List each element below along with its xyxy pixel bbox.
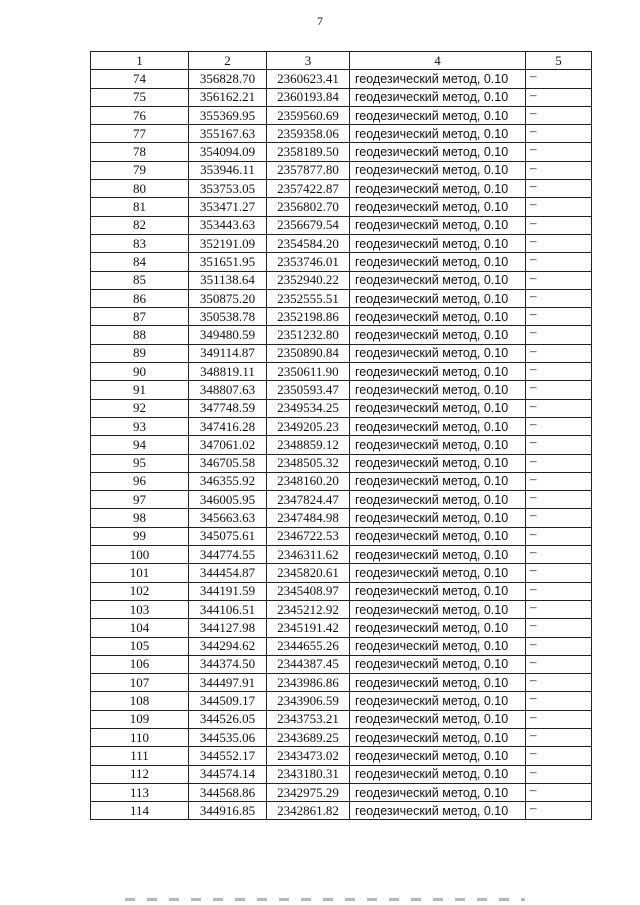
table-row [91,454,592,472]
point-number-cell: 93 [91,417,189,435]
table-row [91,70,592,88]
method-cell: геодезический метод, 0.10 [350,783,526,801]
description-cell: – [526,436,592,454]
description-cell: – [526,198,592,216]
y-coordinate-cell: 2343689.25 [267,728,350,746]
method-cell: геодезический метод, 0.10 [350,125,526,143]
y-coordinate-cell: 2352198.86 [267,308,350,326]
y-coordinate-cell: 2350611.90 [267,363,350,381]
y-coordinate-cell: 2352555.51 [267,289,350,307]
y-coordinate-cell: 2345408.97 [267,582,350,600]
x-coordinate-cell: 348807.63 [189,381,267,399]
x-coordinate-cell: 348819.11 [189,363,267,381]
description-cell: – [526,253,592,271]
x-coordinate-cell: 344294.62 [189,637,267,655]
point-number-cell: 84 [91,253,189,271]
x-coordinate-cell: 349480.59 [189,326,267,344]
x-coordinate-cell: 344535.06 [189,728,267,746]
method-cell: геодезический метод, 0.10 [350,234,526,252]
description-cell: – [526,674,592,692]
column-header-point-number: 1 [91,52,189,70]
point-number-cell: 107 [91,674,189,692]
coordinates-table [90,51,592,820]
description-cell: – [526,381,592,399]
x-coordinate-cell: 356828.70 [189,70,267,88]
description-cell: – [526,582,592,600]
description-cell: – [526,161,592,179]
scan-artifact-footer [125,898,525,901]
table-row [91,289,592,307]
y-coordinate-cell: 2350890.84 [267,344,350,362]
description-cell: – [526,655,592,673]
method-cell: геодезический метод, 0.10 [350,253,526,271]
method-cell: геодезический метод, 0.10 [350,728,526,746]
point-number-cell: 81 [91,198,189,216]
y-coordinate-cell: 2345191.42 [267,619,350,637]
table-row [91,161,592,179]
description-cell: – [526,692,592,710]
method-cell: геодезический метод, 0.10 [350,674,526,692]
description-cell: – [526,765,592,783]
method-cell: геодезический метод, 0.10 [350,509,526,527]
method-cell: геодезический метод, 0.10 [350,308,526,326]
table-row [91,674,592,692]
table-row [91,728,592,746]
method-cell: геодезический метод, 0.10 [350,527,526,545]
column-header-description: 5 [526,52,592,70]
column-header-y: 3 [267,52,350,70]
y-coordinate-cell: 2358189.50 [267,143,350,161]
table-row [91,546,592,564]
y-coordinate-cell: 2343753.21 [267,710,350,728]
table-row [91,655,592,673]
method-cell: геодезический метод, 0.10 [350,289,526,307]
y-coordinate-cell: 2356679.54 [267,216,350,234]
method-cell: геодезический метод, 0.10 [350,70,526,88]
method-cell: геодезический метод, 0.10 [350,216,526,234]
point-number-cell: 97 [91,491,189,509]
x-coordinate-cell: 346355.92 [189,472,267,490]
description-cell: – [526,600,592,618]
point-number-cell: 77 [91,125,189,143]
description-cell: – [526,546,592,564]
table-row [91,88,592,106]
point-number-cell: 99 [91,527,189,545]
page-number: 7 [317,14,323,28]
method-cell: геодезический метод, 0.10 [350,710,526,728]
x-coordinate-cell: 347061.02 [189,436,267,454]
table-row [91,747,592,765]
table-row [91,600,592,618]
method-cell: геодезический метод, 0.10 [350,491,526,509]
table-row [91,509,592,527]
x-coordinate-cell: 350538.78 [189,308,267,326]
header-row [91,52,592,70]
point-number-cell: 90 [91,363,189,381]
y-coordinate-cell: 2343986.86 [267,674,350,692]
x-coordinate-cell: 344774.55 [189,546,267,564]
x-coordinate-cell: 355369.95 [189,106,267,124]
x-coordinate-cell: 344509.17 [189,692,267,710]
y-coordinate-cell: 2354584.20 [267,234,350,252]
table-row [91,619,592,637]
point-number-cell: 108 [91,692,189,710]
y-coordinate-cell: 2347824.47 [267,491,350,509]
y-coordinate-cell: 2343180.31 [267,765,350,783]
point-number-cell: 83 [91,234,189,252]
table-row [91,692,592,710]
y-coordinate-cell: 2350593.47 [267,381,350,399]
y-coordinate-cell: 2344387.45 [267,655,350,673]
point-number-cell: 106 [91,655,189,673]
point-number-cell: 86 [91,289,189,307]
table-row [91,417,592,435]
point-number-cell: 113 [91,783,189,801]
y-coordinate-cell: 2360193.84 [267,88,350,106]
y-coordinate-cell: 2359358.06 [267,125,350,143]
method-cell: геодезический метод, 0.10 [350,802,526,820]
description-cell: – [526,399,592,417]
y-coordinate-cell: 2346722.53 [267,527,350,545]
y-coordinate-cell: 2353746.01 [267,253,350,271]
method-cell: геодезический метод, 0.10 [350,88,526,106]
y-coordinate-cell: 2343473.02 [267,747,350,765]
point-number-cell: 78 [91,143,189,161]
point-number-cell: 75 [91,88,189,106]
description-cell: – [526,491,592,509]
method-cell: геодезический метод, 0.10 [350,619,526,637]
y-coordinate-cell: 2345212.92 [267,600,350,618]
x-coordinate-cell: 353443.63 [189,216,267,234]
x-coordinate-cell: 344127.98 [189,619,267,637]
point-number-cell: 98 [91,509,189,527]
description-cell: – [526,472,592,490]
description-cell: – [526,143,592,161]
method-cell: геодезический метод, 0.10 [350,161,526,179]
x-coordinate-cell: 356162.21 [189,88,267,106]
table-row [91,783,592,801]
point-number-cell: 94 [91,436,189,454]
x-coordinate-cell: 344374.50 [189,655,267,673]
x-coordinate-cell: 344916.85 [189,802,267,820]
description-cell: – [526,234,592,252]
y-coordinate-cell: 2359560.69 [267,106,350,124]
method-cell: геодезический метод, 0.10 [350,363,526,381]
point-number-cell: 76 [91,106,189,124]
table-row [91,326,592,344]
table-row [91,564,592,582]
y-coordinate-cell: 2352940.22 [267,271,350,289]
y-coordinate-cell: 2348160.20 [267,472,350,490]
y-coordinate-cell: 2342975.29 [267,783,350,801]
table-row [91,637,592,655]
x-coordinate-cell: 344106.51 [189,600,267,618]
description-cell: – [526,454,592,472]
x-coordinate-cell: 353946.11 [189,161,267,179]
description-cell: – [526,783,592,801]
method-cell: геодезический метод, 0.10 [350,600,526,618]
method-cell: геодезический метод, 0.10 [350,472,526,490]
method-cell: геодезический метод, 0.10 [350,582,526,600]
y-coordinate-cell: 2356802.70 [267,198,350,216]
point-number-cell: 111 [91,747,189,765]
y-coordinate-cell: 2349205.23 [267,417,350,435]
table-row [91,399,592,417]
method-cell: геодезический метод, 0.10 [350,637,526,655]
point-number-cell: 80 [91,180,189,198]
method-cell: геодезический метод, 0.10 [350,381,526,399]
method-cell: геодезический метод, 0.10 [350,399,526,417]
table-row [91,436,592,454]
description-cell: – [526,564,592,582]
method-cell: геодезический метод, 0.10 [350,344,526,362]
point-number-cell: 110 [91,728,189,746]
description-cell: – [526,637,592,655]
x-coordinate-cell: 345075.61 [189,527,267,545]
point-number-cell: 82 [91,216,189,234]
description-cell: – [526,509,592,527]
description-cell: – [526,180,592,198]
table-row [91,234,592,252]
y-coordinate-cell: 2348505.32 [267,454,350,472]
x-coordinate-cell: 347748.59 [189,399,267,417]
description-cell: – [526,326,592,344]
table-row [91,491,592,509]
description-cell: – [526,728,592,746]
point-number-cell: 85 [91,271,189,289]
table-row [91,180,592,198]
method-cell: геодезический метод, 0.10 [350,326,526,344]
point-number-cell: 91 [91,381,189,399]
description-cell: – [526,88,592,106]
method-cell: геодезический метод, 0.10 [350,692,526,710]
x-coordinate-cell: 352191.09 [189,234,267,252]
method-cell: геодезический метод, 0.10 [350,198,526,216]
point-number-cell: 89 [91,344,189,362]
table-header [91,52,592,70]
point-number-cell: 88 [91,326,189,344]
table-row [91,472,592,490]
method-cell: геодезический метод, 0.10 [350,143,526,161]
x-coordinate-cell: 345663.63 [189,509,267,527]
x-coordinate-cell: 346005.95 [189,491,267,509]
point-number-cell: 114 [91,802,189,820]
description-cell: – [526,271,592,289]
table-row [91,802,592,820]
table-row [91,344,592,362]
y-coordinate-cell: 2343906.59 [267,692,350,710]
x-coordinate-cell: 344454.87 [189,564,267,582]
method-cell: геодезический метод, 0.10 [350,655,526,673]
method-cell: геодезический метод, 0.10 [350,106,526,124]
description-cell: – [526,619,592,637]
description-cell: – [526,363,592,381]
x-coordinate-cell: 344568.86 [189,783,267,801]
table-row [91,363,592,381]
x-coordinate-cell: 350875.20 [189,289,267,307]
y-coordinate-cell: 2344655.26 [267,637,350,655]
y-coordinate-cell: 2345820.61 [267,564,350,582]
method-cell: геодезический метод, 0.10 [350,765,526,783]
description-cell: – [526,106,592,124]
description-cell: – [526,308,592,326]
x-coordinate-cell: 344552.17 [189,747,267,765]
table-body [91,70,592,820]
x-coordinate-cell: 354094.09 [189,143,267,161]
column-header-x: 2 [189,52,267,70]
method-cell: геодезический метод, 0.10 [350,271,526,289]
point-number-cell: 74 [91,70,189,88]
table-row [91,143,592,161]
point-number-cell: 103 [91,600,189,618]
method-cell: геодезический метод, 0.10 [350,454,526,472]
x-coordinate-cell: 344526.05 [189,710,267,728]
x-coordinate-cell: 355167.63 [189,125,267,143]
x-coordinate-cell: 344497.91 [189,674,267,692]
table-row [91,582,592,600]
column-header-method: 4 [350,52,526,70]
y-coordinate-cell: 2357422.87 [267,180,350,198]
x-coordinate-cell: 344574.14 [189,765,267,783]
point-number-cell: 105 [91,637,189,655]
table-row [91,253,592,271]
description-cell: – [526,344,592,362]
point-number-cell: 102 [91,582,189,600]
description-cell: – [526,527,592,545]
method-cell: геодезический метод, 0.10 [350,546,526,564]
point-number-cell: 112 [91,765,189,783]
description-cell: – [526,802,592,820]
table-row [91,125,592,143]
y-coordinate-cell: 2348859.12 [267,436,350,454]
x-coordinate-cell: 351138.64 [189,271,267,289]
x-coordinate-cell: 344191.59 [189,582,267,600]
point-number-cell: 100 [91,546,189,564]
point-number-cell: 104 [91,619,189,637]
method-cell: геодезический метод, 0.10 [350,747,526,765]
x-coordinate-cell: 347416.28 [189,417,267,435]
x-coordinate-cell: 353753.05 [189,180,267,198]
description-cell: – [526,289,592,307]
table-row [91,271,592,289]
description-cell: – [526,417,592,435]
method-cell: геодезический метод, 0.10 [350,417,526,435]
y-coordinate-cell: 2347484.98 [267,509,350,527]
point-number-cell: 95 [91,454,189,472]
y-coordinate-cell: 2349534.25 [267,399,350,417]
point-number-cell: 92 [91,399,189,417]
point-number-cell: 87 [91,308,189,326]
y-coordinate-cell: 2346311.62 [267,546,350,564]
x-coordinate-cell: 349114.87 [189,344,267,362]
table-row [91,381,592,399]
description-cell: – [526,70,592,88]
point-number-cell: 79 [91,161,189,179]
description-cell: – [526,216,592,234]
x-coordinate-cell: 346705.58 [189,454,267,472]
description-cell: – [526,710,592,728]
y-coordinate-cell: 2342861.82 [267,802,350,820]
x-coordinate-cell: 353471.27 [189,198,267,216]
table-row [91,216,592,234]
method-cell: геодезический метод, 0.10 [350,564,526,582]
y-coordinate-cell: 2360623.41 [267,70,350,88]
table-row [91,710,592,728]
description-cell: – [526,747,592,765]
y-coordinate-cell: 2351232.80 [267,326,350,344]
table-row [91,765,592,783]
description-cell: – [526,125,592,143]
table-row [91,527,592,545]
method-cell: геодезический метод, 0.10 [350,436,526,454]
table-row [91,308,592,326]
table-row [91,106,592,124]
x-coordinate-cell: 351651.95 [189,253,267,271]
point-number-cell: 96 [91,472,189,490]
point-number-cell: 101 [91,564,189,582]
table-row [91,198,592,216]
method-cell: геодезический метод, 0.10 [350,180,526,198]
y-coordinate-cell: 2357877.80 [267,161,350,179]
point-number-cell: 109 [91,710,189,728]
